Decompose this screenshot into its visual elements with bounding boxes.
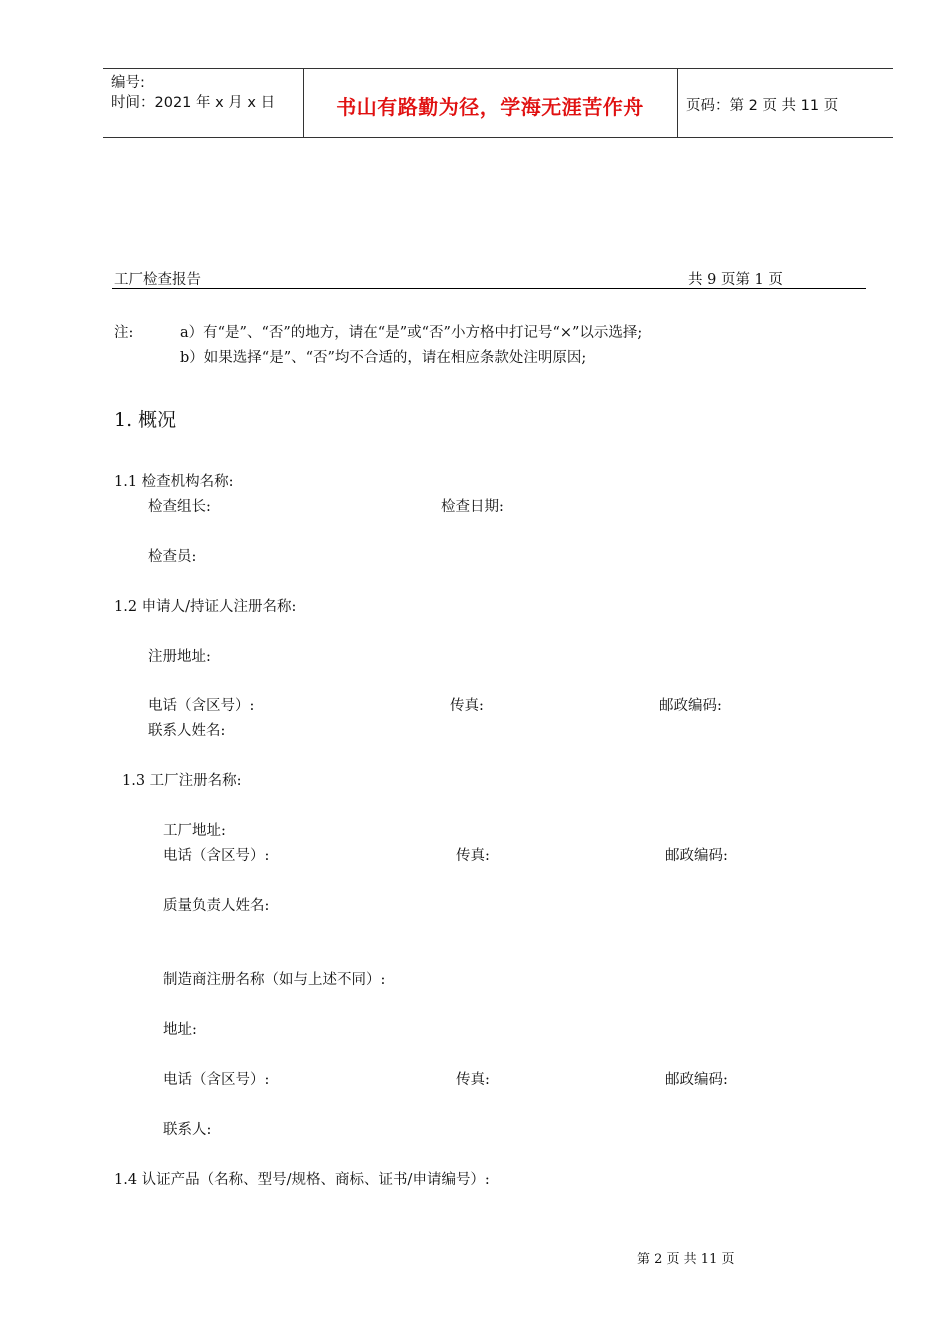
report-title-row xyxy=(112,268,866,289)
applicant-name-label: 1.2 申请人/持证人注册名称: xyxy=(114,599,297,615)
inspection-date-label: 检查日期: xyxy=(441,499,504,515)
inspectors-label: 检查员: xyxy=(148,549,197,565)
page-footer: 第 2 页 共 11 页 xyxy=(637,1252,735,1267)
quality-manager-label: 质量负责人姓名: xyxy=(163,898,270,914)
postcode-label: 邮政编码: xyxy=(659,698,722,714)
phone-label: 电话（含区号）: xyxy=(163,848,270,864)
registered-address-label: 注册地址: xyxy=(148,649,211,665)
factory-name-label: 1.3 工厂注册名称: xyxy=(122,773,242,789)
header-motto: 书山有路勤为径，学海无涯苦作舟 xyxy=(336,95,644,119)
contact-label: 联系人: xyxy=(163,1122,212,1138)
note-label: 注: xyxy=(114,325,134,341)
report-page-info: 共 9 页第 1 页 xyxy=(688,272,783,288)
certified-product-label: 1.4 认证产品（名称、型号/规格、商标、证书/申请编号）: xyxy=(114,1172,490,1188)
report-title: 工厂检查报告 xyxy=(114,272,201,288)
contact-name-label: 联系人姓名: xyxy=(148,723,226,739)
note-line-a: a）有“是”、“否”的地方，请在“是”或“否”小方格中打记号“×”以示选择; xyxy=(180,325,643,341)
section-heading: 1. 概况 xyxy=(114,409,177,431)
phone-label: 电话（含区号）: xyxy=(163,1072,270,1088)
fax-label: 传真: xyxy=(450,698,484,714)
fax-label: 传真: xyxy=(456,1072,490,1088)
address-label: 地址: xyxy=(163,1022,197,1038)
phone-label: 电话（含区号）: xyxy=(148,698,255,714)
header-page-code: 页码：第 2 页 共 11 页 xyxy=(686,98,839,114)
note-line-b: b）如果选择“是”、“否”均不合适的，请在相应条款处注明原因; xyxy=(180,350,587,366)
time-label: 时间：2021 年 x 月 x 日 xyxy=(111,95,276,111)
document-header xyxy=(103,68,893,138)
postcode-label: 邮政编码: xyxy=(665,1072,728,1088)
header-divider xyxy=(677,69,678,137)
header-left-cell xyxy=(111,73,275,113)
inspection-body-label: 1.1 检查机构名称: xyxy=(114,474,234,490)
factory-address-label: 工厂地址: xyxy=(163,823,226,839)
fax-label: 传真: xyxy=(456,848,490,864)
serial-label: 编号: xyxy=(111,75,145,91)
team-leader-label: 检查组长: xyxy=(148,499,211,515)
postcode-label: 邮政编码: xyxy=(665,848,728,864)
manufacturer-name-label: 制造商注册名称（如与上述不同）: xyxy=(163,972,386,988)
